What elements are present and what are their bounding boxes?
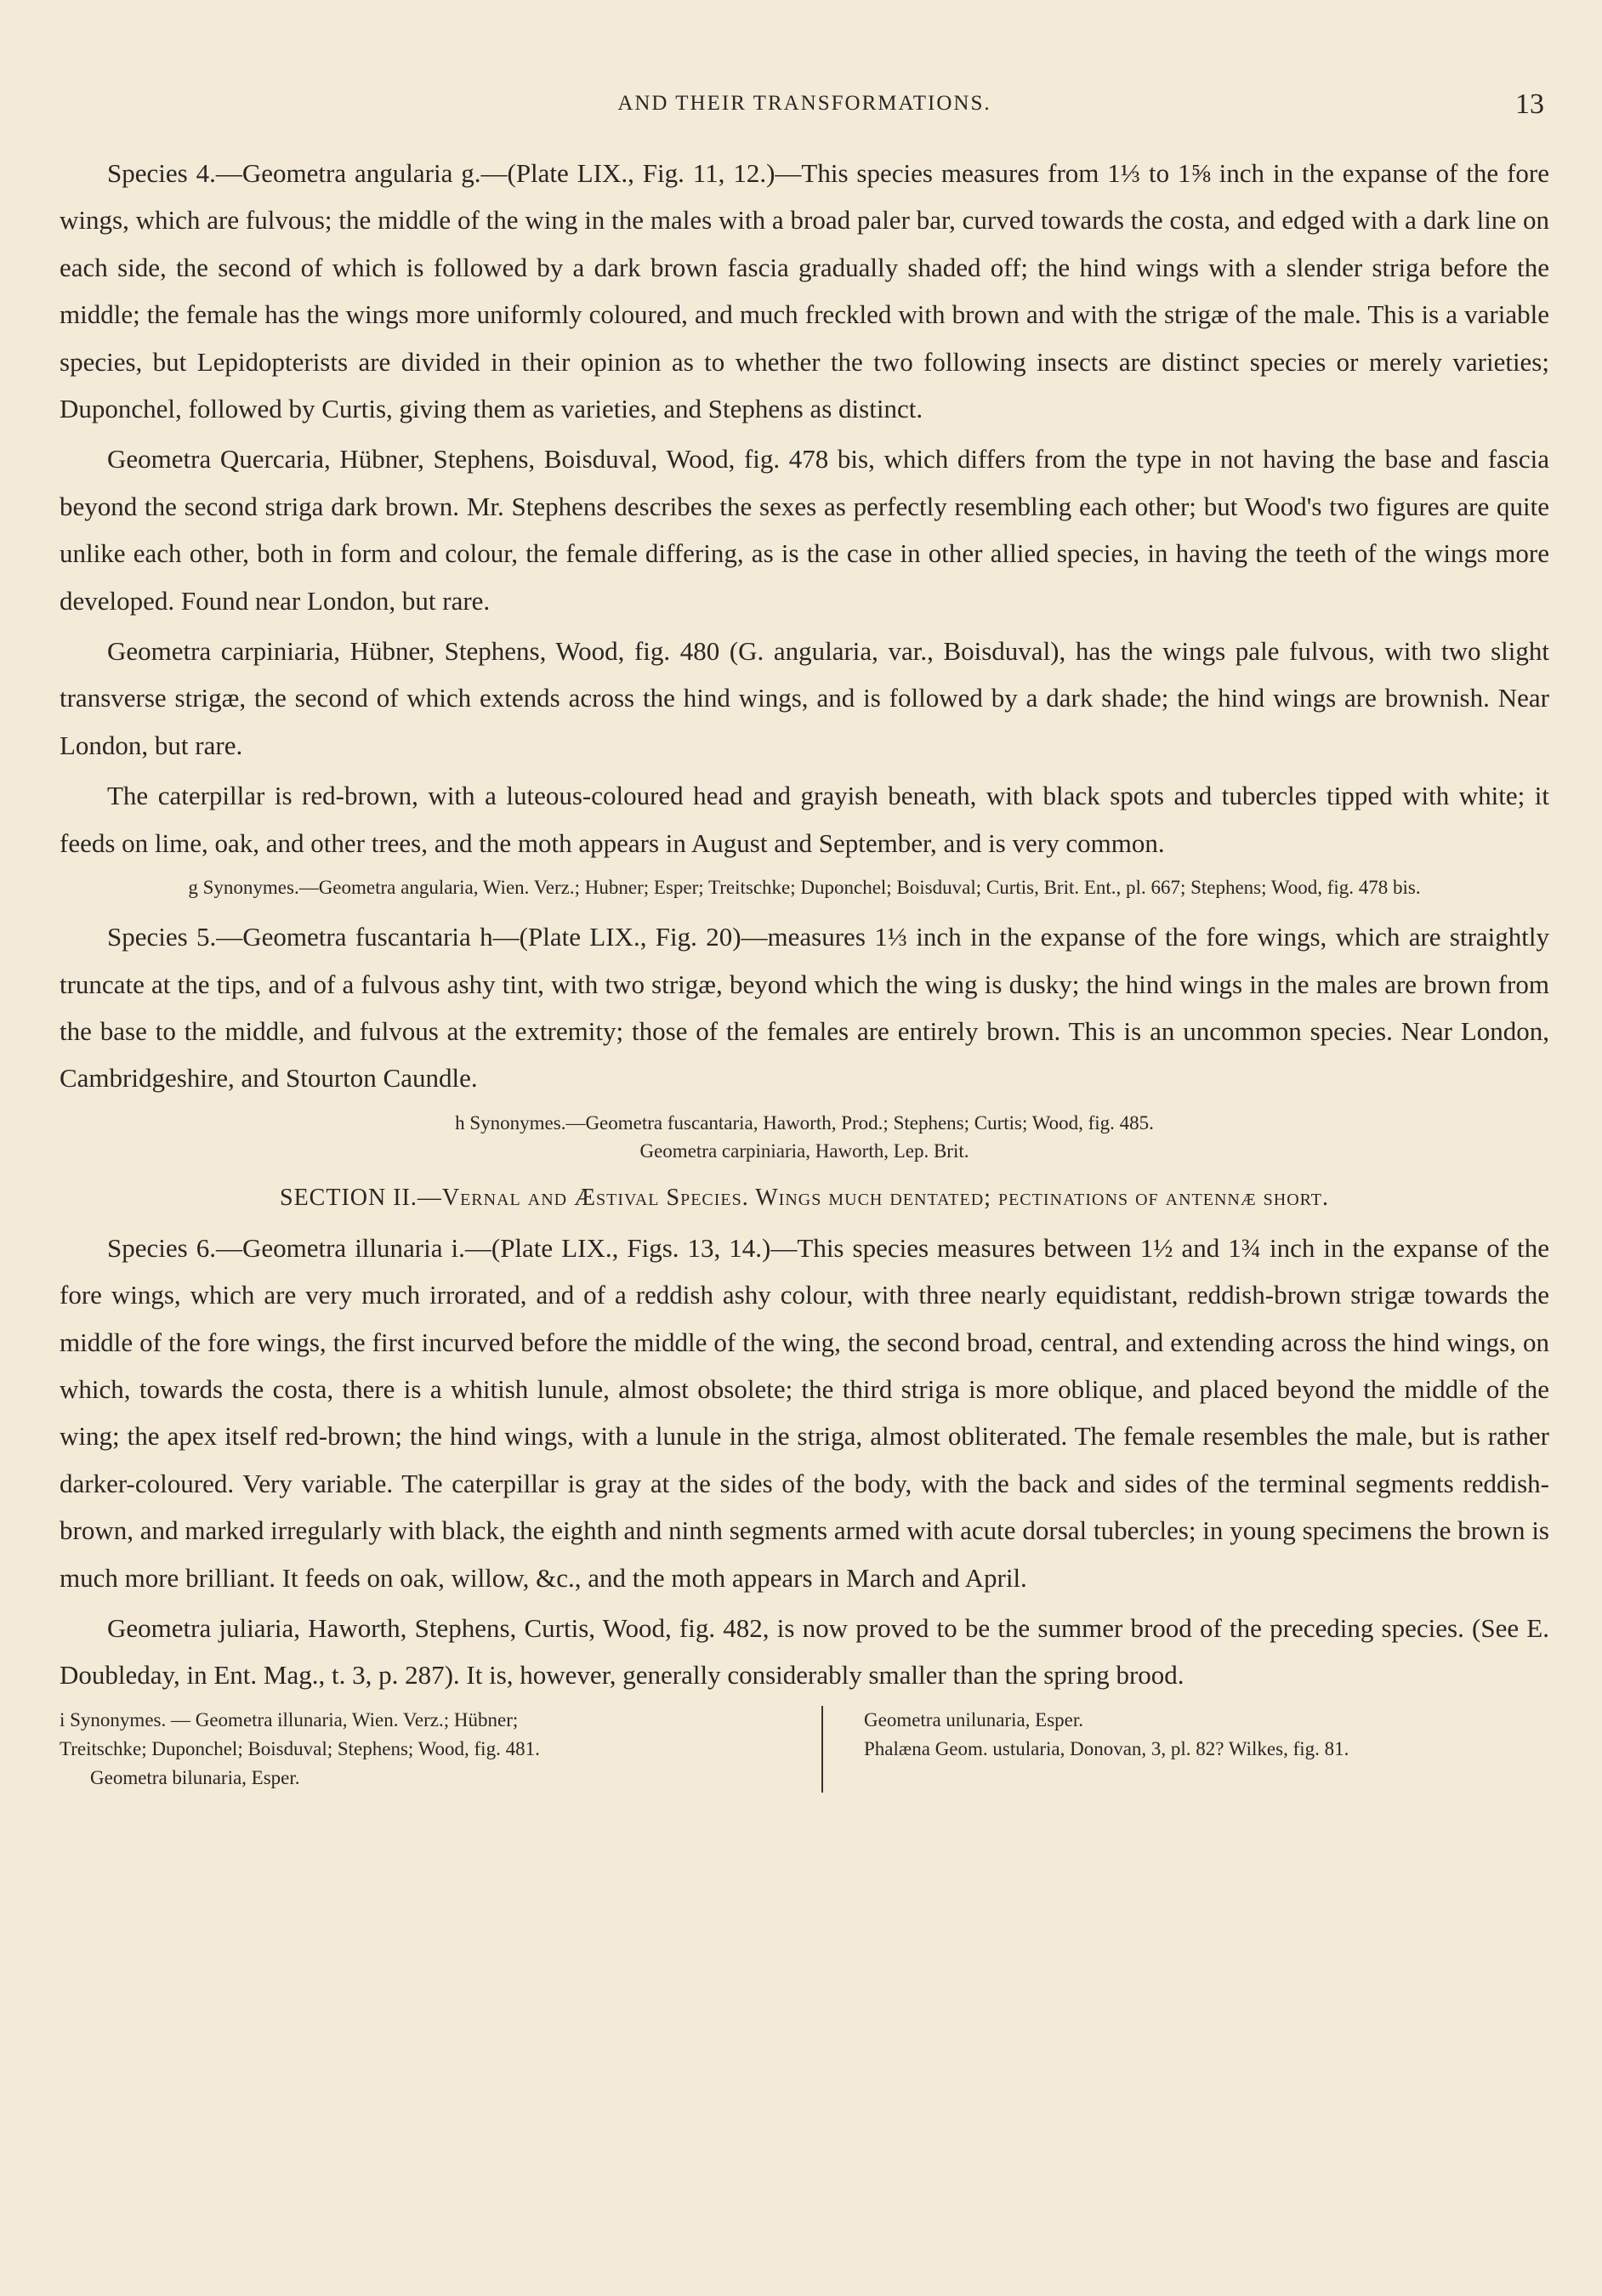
footnote-i-left-line3: Geometra bilunaria, Esper. xyxy=(90,1766,300,1788)
paragraph-carpiniaria: Geometra carpiniaria, Hübner, Stephens, Wood, fig. 480 (G. angularia, var., Boisduval), has the wings pale fulvous, with two slight transverse strigæ, the second of which extends across the hind wings, and is followed by a dark shade; the hind wings are brownish. Near London, but rare. xyxy=(60,636,1549,760)
running-head xyxy=(60,0,1549,120)
page-number: 13 xyxy=(1515,88,1544,120)
footnote-i-left-column xyxy=(60,1706,823,1793)
footnote-i-right-line1: Geometra unilunaria, Esper. xyxy=(864,1708,1084,1731)
section-heading: SECTION II.—Vernal and Æstival Species. Wings much dentated; pectinations of antennæ short. xyxy=(280,1184,1329,1211)
footnote-i-right-line2: Phalæna Geom. ustularia, Donovan, 3, pl. 82? Wilkes, fig. 81. xyxy=(864,1737,1349,1759)
paragraph-caterpillar: The caterpillar is red-brown, with a luteous-coloured head and grayish beneath, with black spots and tubercles tipped with white; it feeds on lime, oak, and other trees, and the moth appears in August and September, and is very common. xyxy=(60,781,1549,858)
paragraph-species-6: Species 6.—Geometra illunaria i.—(Plate LIX., Figs. 13, 14.)—This species measures between 1½ and 1¾ inch in the expanse of the fore wings, which are very much irrorated, and of a reddish ashy colour, with three nearly equidistant, reddish-brown strigæ towards the middle of the fore wings, the first incurved before the middle of the wing, the second broad, central, and extending across the hind wings, on which, towards the costa, there is a whitish lunule, almost obsolete; the third striga is more oblique, and placed beyond the middle of the wing; the apex itself red-brown; the hind wings, with a lunule in the striga, almost obliterated. The female resembles the male, but is rather darker-coloured. Very variable. The caterpillar is gray at the sides of the body, with the back and sides of the terminal segments reddish-brown, and marked irregularly with black, the eighth and ninth segments armed with acute dorsal tubercles; in young specimens the brown is much more brilliant. It feeds on oak, willow, &c., and the moth appears in March and April. xyxy=(60,1232,1549,1593)
footnote-i-left-line1: i Synonymes. — Geometra illunaria, Wien. Verz.; Hübner; xyxy=(60,1708,519,1731)
paragraph-species-5: Species 5.—Geometra fuscantaria h—(Plate LIX., Fig. 20)—measures 1⅓ inch in the expanse of the fore wings, which are straightly truncate at the tips, and of a fulvous ashy tint, with two strigæ, beyond which the wing is dusky; the hind wings in the males are brown from the base to the middle, and fulvous at the extremity; those of the females are entirely brown. This is an uncommon species. Near London, Cambridgeshire, and Stourton Caundle. xyxy=(60,922,1549,1094)
running-title: AND THEIR TRANSFORMATIONS. xyxy=(617,92,991,115)
footnote-h-line1: h Synonymes.—Geometra fuscantaria, Haworth, Prod.; Stephens; Curtis; Wood, fig. 485. xyxy=(455,1111,1154,1134)
footnote-i-left-line2: Treitschke; Duponchel; Boisduval; Stephens; Wood, fig. 481. xyxy=(60,1737,540,1759)
footnote-i-right-column xyxy=(823,1706,1549,1793)
footnote-g: g Synonymes.—Geometra angularia, Wien. Verz.; Hubner; Esper; Treitschke; Duponchel; Boisduval; Curtis, Brit. Ent., pl. 667; Stephens; Wood, fig. 478 bis. xyxy=(188,877,1421,899)
footnote-i xyxy=(60,1706,1549,1793)
paragraph-species-4: Species 4.—Geometra angularia g.—(Plate LIX., Fig. 11, 12.)—This species measures from 1⅓ to 1⅝ inch in the expanse of the fore wings, which are fulvous; the middle of the wing in the males with a broad paler bar, curved towards the costa, and edged with a dark line on each side, the second of which is followed by a dark brown fascia gradually shaded off; the hind wings with a slender striga before the middle; the female has the wings more uniformly coloured, and much freckled with brown and with the strigæ of the male. This is a variable species, but Lepidopterists are divided in their opinion as to whether the two following insects are distinct species or merely varieties; Duponchel, followed by Curtis, giving them as varieties, and Stephens as distinct. xyxy=(60,158,1549,424)
paragraph-quercaria: Geometra Quercaria, Hübner, Stephens, Boisduval, Wood, fig. 478 bis, which differs from the type in not having the base and fascia beyond the second striga dark brown. Mr. Stephens describes the sexes as perfectly resembling each other; but Wood's two figures are quite unlike each other, both in form and colour, the female differing, as is the case in other allied species, in having the teeth of the wings more developed. Found near London, but rare. xyxy=(60,444,1549,616)
page-content xyxy=(60,150,1549,1793)
paragraph-juliaria: Geometra juliaria, Haworth, Stephens, Curtis, Wood, fig. 482, is now proved to be the summer brood of the preceding species. (See E. Doubleday, in Ent. Mag., t. 3, p. 287). It is, however, generally considerably smaller than the spring brood. xyxy=(60,1612,1549,1691)
footnote-h xyxy=(60,1109,1549,1165)
footnote-h-line2: Geometra carpiniaria, Haworth, Lep. Brit. xyxy=(639,1139,969,1162)
